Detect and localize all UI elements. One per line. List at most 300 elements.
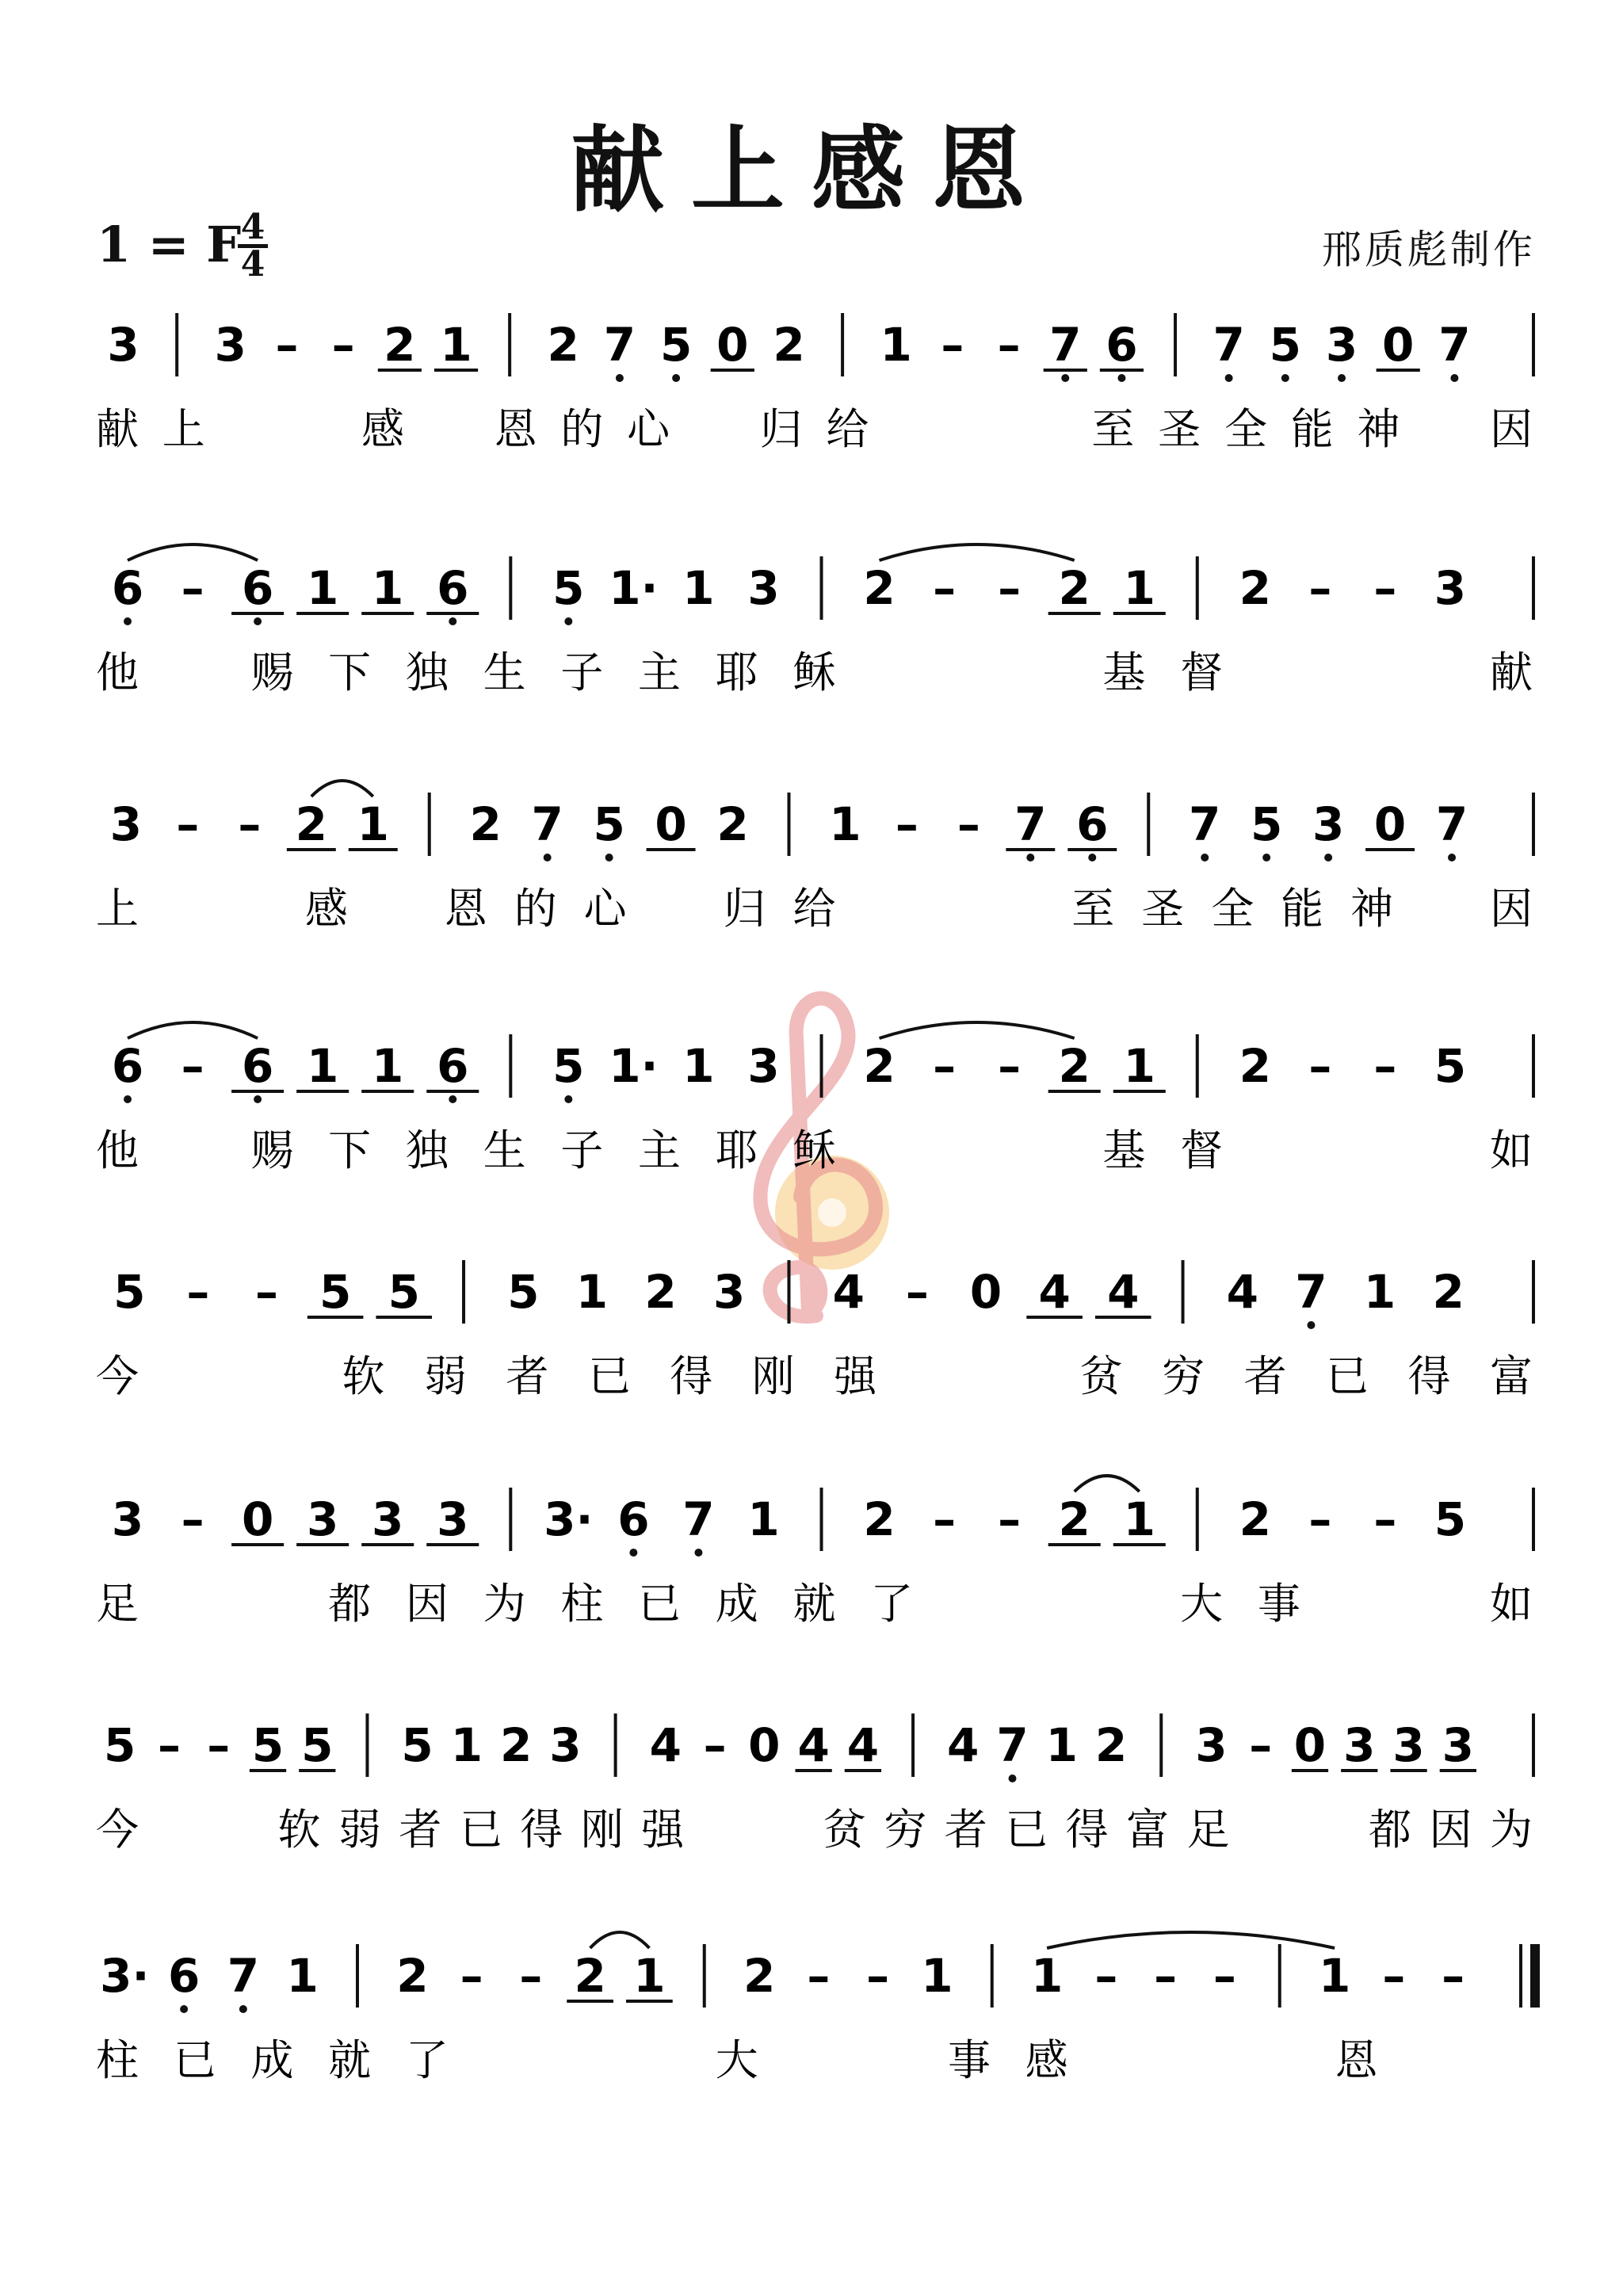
lyric-syllable: 大 [1180, 1579, 1224, 1629]
note-numeral: 6 [1106, 318, 1138, 372]
note-numeral: 1 [1318, 1949, 1351, 2003]
lyric-syllable: 生 [483, 648, 526, 697]
tie-slur [311, 781, 373, 797]
note-numeral: 5 [593, 797, 625, 851]
note-numeral: 6 [241, 1039, 274, 1093]
lyric-syllable: 献 [1490, 648, 1533, 697]
note-numeral: 5 [301, 1718, 334, 1772]
lyric-syllable: 就 [792, 1579, 836, 1629]
note-numeral: 1 [747, 1492, 780, 1546]
note-numeral: 0 [716, 318, 749, 372]
lyric-syllable: 的 [560, 404, 604, 454]
note-numeral: – [866, 1949, 890, 2003]
lyric-syllable: 恩 [1335, 2035, 1378, 2085]
lyric-syllable: 弱 [423, 1351, 467, 1401]
lyric-syllable: 大 [715, 2035, 758, 2085]
lyric-syllable: 稣 [792, 1125, 836, 1175]
note-numeral: – [933, 1039, 957, 1093]
lyric-syllable: 子 [560, 648, 604, 697]
note-numeral: 1 [372, 561, 404, 615]
lyric-syllable: 给 [826, 404, 869, 454]
note-numeral: – [998, 1039, 1022, 1093]
note-numeral: 5 [401, 1718, 433, 1772]
note-numeral: 7 [227, 1949, 260, 2003]
low-octave-dot [1262, 854, 1270, 861]
lyric-syllable: 耶 [715, 1125, 758, 1175]
note-numeral: 5 [1269, 318, 1302, 372]
note-numeral: 2 [1058, 1039, 1090, 1093]
note-numeral: 4 [1226, 1265, 1259, 1319]
note-numeral: – [933, 561, 957, 615]
note-numeral: – [998, 1492, 1022, 1546]
note-numeral: 7 [682, 1492, 715, 1546]
lyric-syllable: 软 [342, 1351, 385, 1401]
lyric-syllable: 圣 [1158, 404, 1201, 454]
note-numeral: 3 [109, 797, 143, 851]
lyric-syllable: 归 [723, 884, 766, 934]
note-numeral: 3 [307, 1492, 339, 1546]
lyric-syllable: 圣 [1141, 884, 1185, 934]
lyric-syllable: 上 [162, 404, 205, 454]
note-numeral: – [1373, 1039, 1397, 1093]
key-signature: 1 = F [97, 216, 242, 273]
note-numeral: 3 [747, 1039, 780, 1093]
note-numeral: 3 [549, 1718, 582, 1772]
note-numeral: 1 [829, 797, 861, 851]
note-numeral: 6 [437, 1039, 469, 1093]
note-numeral: 2 [547, 318, 579, 372]
note-numeral: 2 [1239, 1492, 1271, 1546]
lyric-syllable: 贫 [823, 1805, 866, 1855]
lyric-syllable: 他 [96, 648, 139, 697]
note-numeral: 1 [921, 1949, 953, 2003]
note-numeral: – [1308, 1039, 1332, 1093]
low-octave-dot [1117, 374, 1125, 382]
tie-slur [1047, 1932, 1335, 1948]
note-numeral: 0 [655, 797, 687, 851]
note-numeral: 0 [1373, 797, 1407, 851]
note-numeral: – [176, 797, 200, 851]
note-numeral: 0 [748, 1718, 781, 1772]
lyric-syllable: 基 [1102, 1125, 1146, 1175]
low-octave-dot [124, 617, 132, 625]
note-numeral: 1 [1045, 1718, 1078, 1772]
note-numeral: 7 [531, 797, 563, 851]
lyric-syllable: 已 [173, 2035, 216, 2085]
note-numeral: 4 [1038, 1265, 1071, 1319]
note-numeral: 6 [167, 1949, 200, 2003]
lyric-syllable: 强 [641, 1805, 685, 1855]
note-numeral: 3 [1392, 1718, 1425, 1772]
note-numeral: 2 [1058, 561, 1090, 615]
note-numeral: 4 [846, 1718, 880, 1772]
lyric-syllable: 主 [638, 648, 682, 697]
low-octave-dot [1061, 374, 1069, 382]
note-numeral: – [519, 1949, 543, 2003]
lyric-syllable: 今 [96, 1805, 139, 1855]
lyric-syllable: 耶 [715, 648, 758, 697]
lyric-syllable: 因 [1490, 404, 1533, 454]
note-numeral: 1 [682, 1039, 715, 1093]
lyric-syllable: 至 [1091, 404, 1135, 454]
note-numeral: 4 [1107, 1265, 1140, 1319]
lyric-syllable: 感 [361, 404, 405, 454]
tie-slur [880, 544, 1075, 560]
lyric-syllable: 得 [670, 1351, 713, 1401]
low-octave-dot [1448, 854, 1456, 861]
lyric-syllable: 感 [1025, 2035, 1068, 2085]
final-bar-line [1530, 1944, 1540, 2008]
note-numeral: 3 [1343, 1718, 1376, 1772]
note-numeral: 2 [773, 318, 805, 372]
note-numeral: 6 [617, 1492, 650, 1546]
note-numeral: 3 [1312, 797, 1345, 851]
note-numeral: 7 [1435, 797, 1468, 851]
lyric-syllable: 赐 [250, 648, 294, 697]
note-numeral: – [275, 318, 299, 372]
lyric-syllable: 归 [759, 404, 803, 454]
lyric-syllable: 强 [834, 1351, 877, 1401]
note-numeral: 5 [103, 1718, 136, 1772]
lyric-syllable: 者 [506, 1351, 549, 1401]
lyric-syllable: 弱 [338, 1805, 381, 1855]
note-numeral: 4 [832, 1265, 865, 1319]
note-numeral: 0 [969, 1265, 1002, 1319]
tie-slur [880, 1022, 1075, 1038]
lyric-syllable: 献 [96, 404, 139, 454]
author-credit: 邢质彪制作 [1322, 227, 1536, 273]
note-numeral: 1 [575, 1265, 609, 1319]
note-numeral: 2 [716, 797, 749, 851]
lyric-syllable: 柱 [560, 1579, 604, 1629]
lyric-syllable: 心 [583, 884, 627, 934]
note-numeral: – [997, 318, 1021, 372]
note-numeral: – [703, 1718, 727, 1772]
low-octave-dot [1026, 854, 1034, 861]
lyric-syllable: 生 [483, 1125, 526, 1175]
note-numeral: – [238, 797, 262, 851]
lyric-syllable: 能 [1290, 404, 1334, 454]
note-numeral: – [895, 797, 918, 851]
lyric-syllable: 者 [1243, 1351, 1287, 1401]
lyric-syllable: 心 [627, 404, 670, 454]
note-numeral: 1 [633, 1949, 666, 2003]
note-numeral: – [933, 1492, 957, 1546]
lyric-syllable: 全 [1224, 404, 1267, 454]
note-numeral: 1 [1123, 1039, 1155, 1093]
note-numeral: 2 [1432, 1265, 1465, 1319]
lyric-syllable: 稣 [792, 648, 836, 697]
note-numeral: – [181, 1039, 204, 1093]
lyric-syllable: 督 [1180, 648, 1224, 697]
lyric-syllable: 成 [250, 2035, 294, 2085]
lyric-syllable: 基 [1102, 648, 1146, 697]
note-numeral: 6 [241, 561, 274, 615]
note-numeral: 2 [500, 1718, 533, 1772]
note-numeral: 3 [111, 1492, 144, 1546]
low-octave-dot [605, 854, 613, 861]
note-numeral: – [998, 561, 1022, 615]
note-numeral: 5 [659, 318, 693, 372]
note-numeral: – [1249, 1718, 1273, 1772]
tie-slur [128, 1022, 258, 1038]
lyric-syllable: 都 [1369, 1805, 1412, 1855]
lyric-syllable: 足 [96, 1579, 139, 1629]
note-numeral: – [181, 1492, 204, 1546]
note-numeral: 2 [863, 1039, 896, 1093]
lyric-syllable: 软 [277, 1805, 321, 1855]
lyric-syllable: 为 [1490, 1805, 1533, 1855]
note-numeral: 1 [372, 1039, 404, 1093]
note-numeral: 5 [507, 1265, 540, 1319]
low-octave-dot [180, 2005, 188, 2013]
lyric-syllable: 事 [1257, 1579, 1300, 1629]
note-numeral: 2 [469, 797, 502, 851]
note-numeral: 5 [319, 1265, 352, 1319]
note-numeral: – [1373, 1492, 1397, 1546]
note-numeral: 6 [1076, 797, 1109, 851]
note-numeral: 6 [437, 561, 469, 615]
lyric-syllable: 上 [96, 884, 139, 934]
note-numeral: 3· [544, 1492, 594, 1546]
note-numeral: 4 [649, 1718, 682, 1772]
low-octave-dot [1225, 374, 1233, 382]
lyric-syllable: 的 [514, 884, 557, 934]
lyric-syllable: 他 [96, 1125, 139, 1175]
note-numeral: 1 [1030, 1949, 1064, 2003]
note-numeral: 7 [1295, 1265, 1327, 1319]
low-octave-dot [564, 1095, 572, 1103]
note-numeral: – [1308, 1492, 1332, 1546]
note-numeral: 1 [357, 797, 389, 851]
note-numeral: 7 [603, 318, 636, 372]
note-numeral: 2 [743, 1949, 776, 2003]
tie-slur [128, 544, 258, 560]
note-numeral: 2 [644, 1265, 677, 1319]
lyric-syllable: 因 [405, 1579, 449, 1629]
note-numeral: – [255, 1265, 279, 1319]
low-octave-dot [564, 617, 572, 625]
lyric-syllable: 已 [1326, 1351, 1369, 1401]
note-numeral: 2 [1058, 1492, 1090, 1546]
note-numeral: – [181, 561, 204, 615]
note-numeral: 5 [552, 1039, 585, 1093]
lyric-syllable: 恩 [494, 404, 537, 454]
lyric-syllable: 就 [328, 2035, 372, 2085]
lyric-syllable: 刚 [580, 1805, 624, 1855]
lyric-syllable: 因 [1429, 1805, 1472, 1855]
lyric-syllable: 神 [1350, 884, 1394, 934]
tie-slur [590, 1932, 650, 1948]
lyric-syllable: 富 [1126, 1805, 1170, 1855]
lyric-syllable: 刚 [751, 1351, 795, 1401]
note-numeral: 7 [1014, 797, 1047, 851]
note-numeral: 5 [552, 561, 585, 615]
lyric-syllable: 事 [947, 2035, 991, 2085]
lyric-syllable: 者 [399, 1805, 442, 1855]
note-numeral: 3 [437, 1492, 469, 1546]
note-numeral: 5 [1434, 1492, 1467, 1546]
lyric-syllable: 穷 [884, 1805, 927, 1855]
note-numeral: 1 [307, 1039, 339, 1093]
note-numeral: 0 [241, 1492, 274, 1546]
time-signature-top: 4 [240, 207, 265, 247]
note-numeral: 2 [384, 318, 416, 372]
note-numeral: – [186, 1265, 210, 1319]
note-numeral: 5 [388, 1265, 420, 1319]
lyric-syllable: 得 [1065, 1805, 1109, 1855]
note-numeral: 3 [1442, 1718, 1475, 1772]
low-octave-dot [629, 1549, 637, 1557]
low-octave-dot [124, 1095, 132, 1103]
low-octave-dot [1307, 1321, 1315, 1329]
note-numeral: 5 [251, 1718, 285, 1772]
note-numeral: – [941, 318, 964, 372]
note-numeral: 0 [1382, 318, 1415, 372]
low-octave-dot [616, 374, 624, 382]
note-numeral: 4 [797, 1718, 830, 1772]
lyric-syllable: 者 [944, 1805, 987, 1855]
note-numeral: 3 [1325, 318, 1358, 372]
low-octave-dot [239, 2005, 247, 2013]
low-octave-dot [1450, 374, 1458, 382]
lyric-syllable: 因 [1490, 884, 1533, 934]
lyric-syllable: 下 [328, 648, 372, 697]
lyric-syllable: 子 [560, 1125, 604, 1175]
note-numeral: 7 [1189, 797, 1221, 851]
note-numeral: – [1382, 1949, 1406, 2003]
lyric-syllable: 能 [1281, 884, 1324, 934]
note-numeral: 3 [747, 561, 780, 615]
note-numeral: – [905, 1265, 929, 1319]
low-octave-dot [1088, 854, 1096, 861]
lyric-syllable: 了 [870, 1579, 914, 1629]
note-numeral: – [1154, 1949, 1178, 2003]
lyric-syllable: 独 [405, 1125, 449, 1175]
note-numeral: 6 [111, 561, 144, 615]
note-numeral: 0 [1293, 1718, 1327, 1772]
low-octave-dot [1201, 854, 1209, 861]
note-numeral: – [157, 1718, 181, 1772]
note-numeral: – [1212, 1949, 1236, 2003]
lyric-syllable: 得 [1407, 1351, 1451, 1401]
note-numeral: – [331, 318, 355, 372]
note-numeral: 3 [713, 1265, 746, 1319]
note-numeral: – [1373, 561, 1397, 615]
lyric-syllable: 给 [792, 884, 836, 934]
lyric-syllable: 至 [1071, 884, 1115, 934]
note-numeral: 2 [863, 1492, 896, 1546]
low-octave-dot [449, 617, 456, 625]
note-numeral: 2 [396, 1949, 429, 2003]
lyric-syllable: 全 [1211, 884, 1254, 934]
lyric-syllable: 神 [1357, 404, 1400, 454]
note-numeral: 5 [1434, 1039, 1467, 1093]
note-numeral: 7 [1049, 318, 1082, 372]
lyric-syllable: 为 [483, 1579, 526, 1629]
note-numeral: 3 [1195, 1718, 1228, 1772]
note-numeral: 1 [1123, 561, 1155, 615]
note-numeral: 3 [214, 318, 246, 372]
lyric-syllable: 了 [405, 2035, 449, 2085]
note-numeral: 3 [107, 318, 139, 372]
note-numeral: – [1442, 1949, 1465, 2003]
lyric-syllable: 都 [328, 1579, 372, 1629]
note-numeral: 2 [1239, 561, 1271, 615]
low-octave-dot [254, 1095, 262, 1103]
note-numeral: 6 [111, 1039, 144, 1093]
note-numeral: 2 [863, 561, 896, 615]
low-octave-dot [672, 374, 680, 382]
lyric-syllable: 感 [304, 884, 348, 934]
note-numeral: 2 [574, 1949, 606, 2003]
low-octave-dot [694, 1549, 702, 1557]
lyric-syllable: 穷 [1162, 1351, 1205, 1401]
note-numeral: – [1094, 1949, 1118, 2003]
note-numeral: – [807, 1949, 831, 2003]
lyric-syllable: 已 [459, 1805, 502, 1855]
note-numeral: 7 [1438, 318, 1471, 372]
note-numeral: 1· [609, 1039, 659, 1093]
note-numeral: 5 [113, 1265, 146, 1319]
low-octave-dot [1338, 374, 1346, 382]
lyric-syllable: 成 [715, 1579, 758, 1629]
note-numeral: 1 [440, 318, 472, 372]
low-octave-dot [1281, 374, 1289, 382]
note-numeral: 4 [947, 1718, 980, 1772]
note-numeral: 5 [1250, 797, 1283, 851]
note-numeral: 1 [286, 1949, 319, 2003]
lyric-syllable: 如 [1490, 1579, 1533, 1629]
note-numeral: 1 [880, 318, 912, 372]
note-numeral: – [957, 797, 980, 851]
tie-slur [1075, 1476, 1140, 1492]
lyric-syllable: 柱 [96, 2035, 139, 2085]
lyric-syllable: 已 [1005, 1805, 1048, 1855]
note-numeral: 2 [1094, 1718, 1128, 1772]
low-octave-dot [254, 617, 262, 625]
note-numeral: 1 [1123, 1492, 1155, 1546]
lyric-syllable: 主 [638, 1125, 682, 1175]
lyric-syllable: 得 [520, 1805, 563, 1855]
low-octave-dot [544, 854, 552, 861]
lyric-syllable: 督 [1180, 1125, 1224, 1175]
lyric-syllable: 足 [1186, 1805, 1230, 1855]
note-numeral: 7 [1212, 318, 1245, 372]
lyric-syllable: 贫 [1079, 1351, 1123, 1401]
note-numeral: 1 [682, 561, 715, 615]
lyric-syllable: 如 [1490, 1125, 1533, 1175]
note-numeral: 1 [450, 1718, 483, 1772]
note-numeral: 1 [1363, 1265, 1396, 1319]
note-numeral: 2 [1239, 1039, 1271, 1093]
note-numeral: 7 [996, 1718, 1029, 1772]
lyric-syllable: 已 [587, 1351, 631, 1401]
note-numeral: 3· [100, 1949, 150, 2003]
note-numeral: 1· [609, 561, 659, 615]
lyric-syllable: 独 [405, 648, 449, 697]
time-signature-bottom: 4 [240, 244, 265, 285]
lyric-syllable: 赐 [250, 1125, 294, 1175]
lyric-syllable: 下 [328, 1125, 372, 1175]
low-octave-dot [1009, 1775, 1017, 1782]
lyric-syllable: 今 [96, 1351, 139, 1401]
lyric-syllable: 富 [1490, 1351, 1533, 1401]
note-numeral: 3 [1434, 561, 1467, 615]
note-numeral: 1 [307, 561, 339, 615]
lyric-syllable: 已 [638, 1579, 682, 1629]
note-numeral: 3 [372, 1492, 404, 1546]
